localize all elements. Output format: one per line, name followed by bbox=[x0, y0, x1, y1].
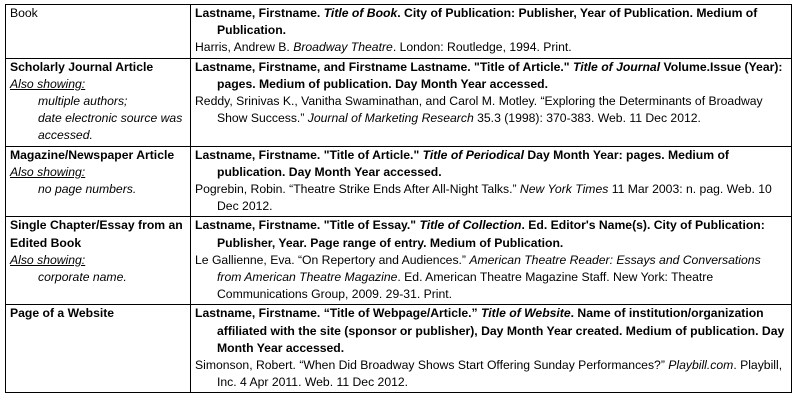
example-text: Simonson, Robert. “When Did Broadway Shows Start Offering Sunday Performances?” bbox=[195, 358, 669, 373]
source-type-label: Book bbox=[10, 6, 38, 20]
format-title: Title of Journal bbox=[572, 59, 661, 74]
source-type-cell bbox=[6, 305, 191, 393]
citation-cell bbox=[191, 5, 792, 59]
citation-cell bbox=[191, 146, 792, 217]
source-type-label: Magazine/Newspaper Article bbox=[10, 147, 175, 162]
example-text: . Ed. American Theatre Magazine Staff. New York: Theatre Communications Group, 2009. 29-31. Print. bbox=[217, 270, 714, 302]
table-row bbox=[6, 146, 792, 217]
source-type-label: Scholarly Journal Article bbox=[10, 59, 154, 74]
format-title: Title of Periodical bbox=[422, 147, 524, 162]
citation-example bbox=[195, 39, 787, 56]
source-type-label: Page of a Website bbox=[10, 306, 115, 321]
citation-cell bbox=[191, 217, 792, 305]
format-template bbox=[195, 217, 787, 251]
format-template bbox=[195, 305, 787, 357]
format-text: Lastname, Firstname. "Title of Article." bbox=[195, 147, 423, 162]
source-type-cell bbox=[6, 217, 191, 305]
example-text: . London: Routledge, 1994. Print. bbox=[392, 40, 572, 55]
format-text: Lastname, Firstname, and Firstname Lastname. "Title of Article." bbox=[195, 59, 573, 74]
format-text: Lastname, Firstname. “Title of Webpage/Article.” bbox=[195, 306, 482, 321]
format-text: Day Month Year: pages. Medium of publication. Day Month Year accessed. bbox=[217, 147, 729, 179]
citation-example bbox=[195, 181, 787, 215]
citation-example bbox=[195, 357, 787, 391]
also-showing-label: Also showing: bbox=[10, 164, 86, 179]
example-text: Le Gallienne, Eva. “On Repertory and Audiences.” bbox=[195, 252, 470, 267]
example-title: New York Times bbox=[519, 182, 609, 197]
format-text: Volume.Issue (Year): pages. Medium of publication. Day Month Year accessed. bbox=[217, 59, 783, 91]
example-title: Journal of Marketing Research bbox=[307, 111, 474, 126]
format-title: Title of Website bbox=[481, 306, 571, 321]
also-showing-label: Also showing: bbox=[10, 252, 86, 267]
format-text: . Name of institution/organization affiliated with the site (sponsor or publisher), Day Month Year created. Medium of publication. Day Month Year accessed. bbox=[217, 306, 785, 355]
example-title: American Theatre Reader: Essays and Conversations from American Theatre Magazine bbox=[217, 252, 761, 285]
example-text: Harris, Andrew B. bbox=[195, 40, 294, 55]
source-type-cell bbox=[6, 5, 191, 59]
example-text: . Playbill, Inc. 4 Apr 2011. Web. 11 Dec 2012. bbox=[217, 358, 783, 390]
format-text: . Ed. Editor's Name(s). City of Publication: Publisher, Year. Page range of entry. Medium of Publication. bbox=[217, 218, 765, 250]
citation-table bbox=[5, 4, 792, 393]
table-row bbox=[6, 305, 792, 393]
table-row bbox=[6, 217, 792, 305]
example-text: Reddy, Srinivas K., Vanitha Swaminathan, and Carol M. Motley. “Exploring the Determinants of Broadway Show Success.” bbox=[195, 94, 763, 126]
format-text: Lastname, Firstname. bbox=[195, 6, 324, 20]
also-showing-note: no page numbers. bbox=[38, 182, 137, 197]
example-title: Playbill.com bbox=[668, 358, 734, 373]
format-text: . City of Publication: Publisher, Year of Publication. Medium of Publication. bbox=[217, 6, 758, 38]
format-title: Title of Book bbox=[323, 6, 398, 20]
example-text: 35.3 (1998): 370-383. Web. 11 Dec 2012. bbox=[473, 111, 701, 126]
citation-example bbox=[195, 252, 787, 304]
source-type-cell bbox=[6, 58, 191, 146]
table-row bbox=[6, 5, 792, 59]
format-template bbox=[195, 59, 787, 93]
source-type-label: Single Chapter/Essay from an Edited Book bbox=[10, 218, 183, 250]
citation-cell bbox=[191, 305, 792, 393]
example-text: 11 Mar 2003: n. pag. Web. 10 Dec 2012. bbox=[217, 182, 772, 214]
also-showing-note: date electronic source was accessed. bbox=[38, 111, 183, 143]
also-showing-note: corporate name. bbox=[38, 270, 127, 285]
citation-cell bbox=[191, 58, 792, 146]
citation-example bbox=[195, 93, 787, 127]
also-showing-label: Also showing: bbox=[10, 76, 86, 91]
format-template bbox=[195, 147, 787, 181]
format-text: Lastname, Firstname. "Title of Essay." bbox=[195, 218, 420, 233]
example-title: Broadway Theatre bbox=[293, 40, 393, 55]
example-text: Pogrebin, Robin. “Theatre Strike Ends After All-Night Talks.” bbox=[195, 182, 520, 197]
source-type-cell bbox=[6, 146, 191, 217]
format-title: Title of Collection bbox=[419, 218, 522, 233]
table-row bbox=[6, 58, 792, 146]
format-template bbox=[195, 5, 787, 39]
also-showing-note: multiple authors; bbox=[38, 94, 128, 109]
